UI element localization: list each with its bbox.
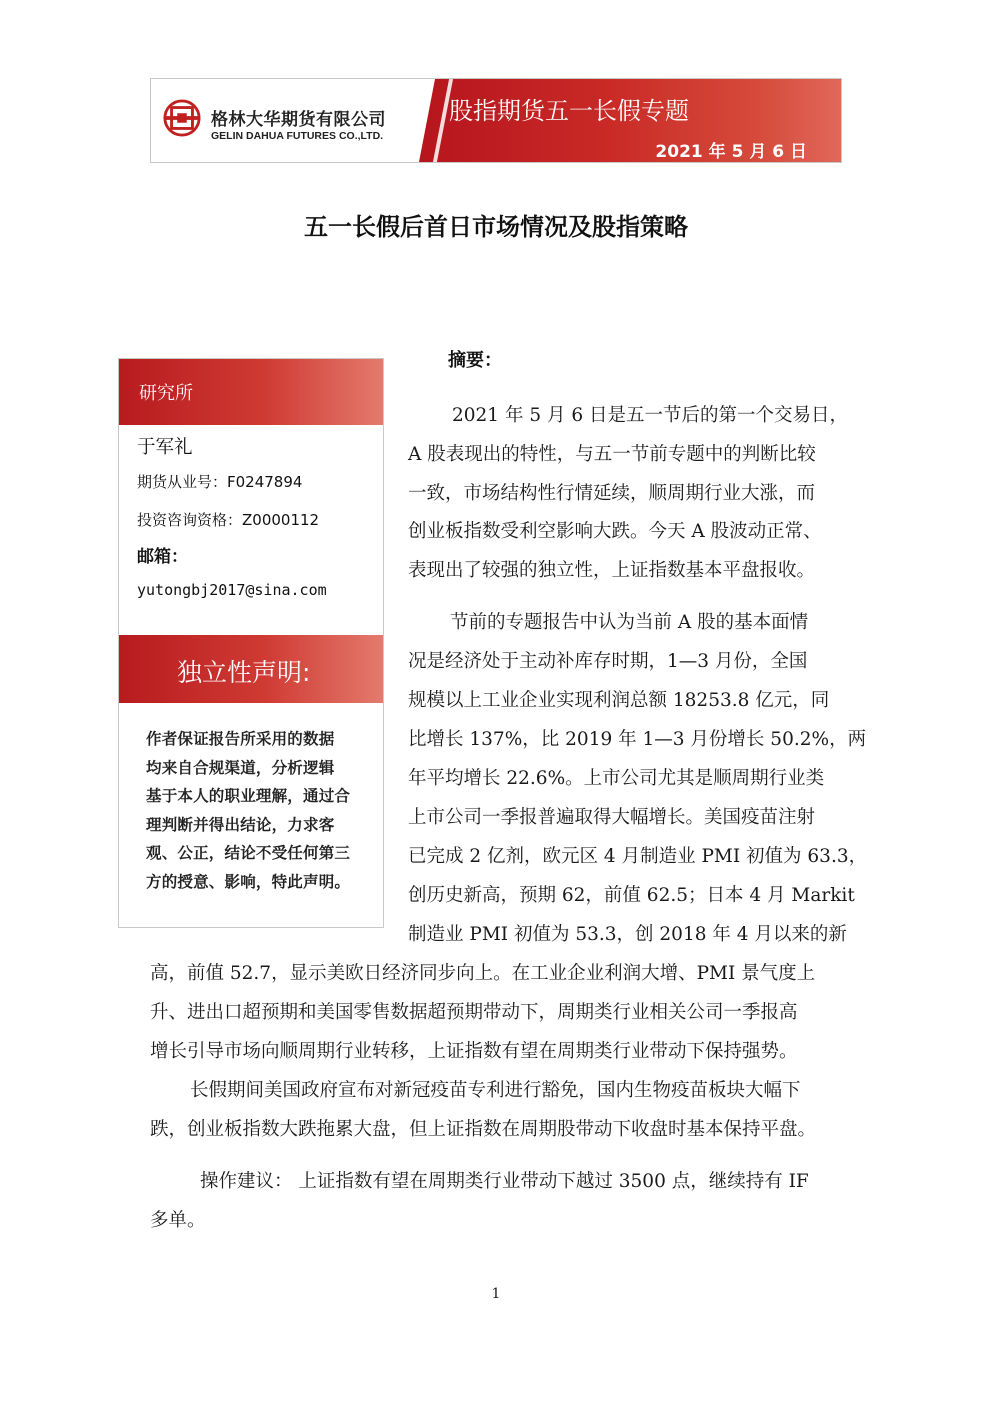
body-line: 创历史新高，预期 62，前值 62.5；日本 4 月 Markit xyxy=(408,885,855,906)
body-line: 节前的专题报告中认为当前 A 股的基本面情 xyxy=(450,612,809,633)
header-banner xyxy=(150,78,842,163)
body-line: 表现出了较强的独立性，上证指数基本平盘报收。 xyxy=(408,560,816,581)
body-line: 已完成 2 亿剂，欧元区 4 月制造业 PMI 初值为 63.3， xyxy=(408,846,868,867)
page-number: 1 xyxy=(491,1286,501,1302)
research-dept-header: 研究所 xyxy=(119,359,383,425)
futures-license: 期货从业号：F0247894 xyxy=(137,473,303,491)
author-email[interactable]: yutongbj2017@sina.com xyxy=(137,581,327,599)
body-line: 年平均增长 22.6%。上市公司尤其是顺周期行业类 xyxy=(408,768,825,789)
email-label: 邮箱： xyxy=(137,547,188,567)
body-line: 上市公司一季报普遍取得大幅增长。美国疫苗注射 xyxy=(408,807,816,828)
body-line: 一致，市场结构性行情延续，顺周期行业大涨，而 xyxy=(408,483,816,504)
body-line: 高，前值 52.7，显示美欧日经济同步向上。在工业企业利润大增、PMI 景气度上 xyxy=(150,963,816,984)
body-line: 况是经济处于主动补库存时期，1—3 月份，全国 xyxy=(408,651,808,672)
body-line: 规模以上工业企业实现利润总额 18253.8 亿元，同 xyxy=(408,690,830,711)
declaration-line: 均来自合规渠道，分析逻辑 xyxy=(146,758,335,777)
body-line: 制造业 PMI 初值为 53.3，创 2018 年 4 月以来的新 xyxy=(408,924,847,945)
declaration-line: 基于本人的职业理解，通过合 xyxy=(146,787,351,806)
body-line: 2021 年 5 月 6 日是五一节后的第一个交易日， xyxy=(452,405,849,426)
body-line: 创业板指数受利空影响大跌。今天 A 股波动正常、 xyxy=(408,521,822,542)
body-line: 升、进出口超预期和美国零售数据超预期带动下，周期类行业相关公司一季报高 xyxy=(150,1002,798,1023)
author-sidebar xyxy=(118,358,384,928)
body-line: A 股表现出的特性，与五一节前专题中的判断比较 xyxy=(408,444,816,465)
author-name: 于军礼 xyxy=(137,437,193,458)
recommendation-line: 多单。 xyxy=(150,1210,206,1231)
independence-declaration xyxy=(146,725,371,897)
body-line: 长假期间美国政府宣布对新冠疫苗专利进行豁免，国内生物疫苗板块大幅下 xyxy=(190,1080,801,1101)
abstract-label: 摘要： xyxy=(448,350,502,371)
report-series-title: 股指期货五一长假专题 xyxy=(449,97,689,125)
independence-header: 独立性声明: xyxy=(119,635,383,703)
declaration-line: 观、公正，结论不受任何第三 xyxy=(146,844,351,863)
body-line: 比增长 137%，比 2019 年 1—3 月份增长 50.2%，两 xyxy=(408,729,867,750)
recommendation-line: 操作建议： 上证指数有望在周期类行业带动下越过 3500 点，继续持有 IF xyxy=(200,1171,809,1192)
body-line: 增长引导市场向顺周期行业转移，上证指数有望在周期类行业带动下保持强势。 xyxy=(150,1041,798,1062)
declaration-line: 方的授意、影响，特此声明。 xyxy=(146,872,351,891)
body-line: 跌，创业板指数大跌拖累大盘，但上证指数在周期股带动下收盘时基本保持平盘。 xyxy=(150,1119,817,1140)
company-logo-icon xyxy=(163,99,201,137)
company-name-en: GELIN DAHUA FUTURES CO.,LTD. xyxy=(211,130,384,142)
declaration-line: 作者保证报告所采用的数据 xyxy=(146,730,335,748)
declaration-line: 理判断并得出结论，力求客 xyxy=(146,815,335,834)
document-title: 五一长假后首日市场情况及股指策略 xyxy=(304,213,688,241)
report-date: 2021 年 5 月 6 日 xyxy=(655,142,807,162)
company-name-cn: 格林大华期货有限公司 xyxy=(211,110,386,130)
advisory-license: 投资咨询资格：Z0000112 xyxy=(137,511,320,529)
